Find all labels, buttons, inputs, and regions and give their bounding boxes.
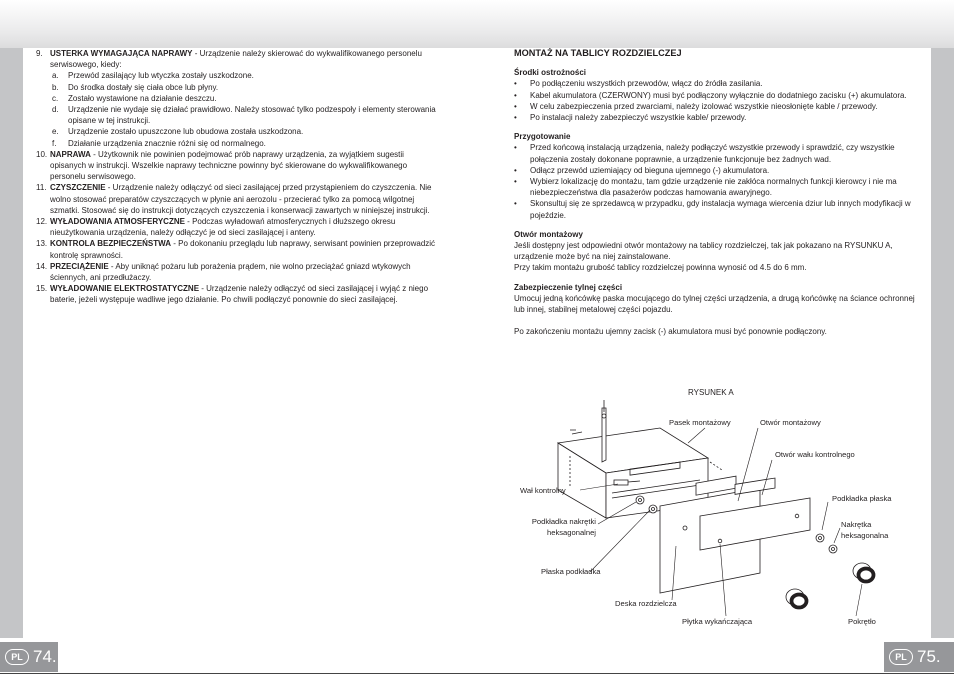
subsection-title: Otwór montażowy	[514, 229, 583, 239]
page-number: 74.	[33, 647, 57, 666]
knob-icon	[786, 589, 808, 609]
knob-icon	[853, 563, 875, 583]
list-item: 13. KONTROLA BEZPIECZEŃSTWA - Po dokonaniu przeglądu lub naprawy, serwisant powinien przeprowadzić kontrolę sprawności.	[36, 239, 436, 260]
list-item: 15. WYŁADOWANIE ELEKTROSTATYCZNE - Urządzenie należy odłączyć od sieci zasilającej i wyjąć z niego baterie, jeżeli występuje wadliwe jego działanie. Po chwili podłączyć ponownie do sieci zasilającej.	[36, 284, 429, 305]
flat-washer-right	[816, 534, 824, 542]
page-badge-right	[884, 642, 954, 672]
subsection-title: Środki ostrożności	[514, 68, 587, 78]
section-title: MONTAŻ NA TABLICY ROZDZIELCZEJ	[514, 48, 682, 58]
list-item: 11. CZYSZCZENIE - Urządzenie należy odłączyć od sieci zasilającej przed przystąpieniem do czyszczenia. Nie wolno stosować preparatów czyszczących w płynie ani aerozolu - przecierać tylko za pomocą wilgotnej szmatki. Stosować się do instrukcji dotyczących czyszczenia i konserwacji zawartych w niniejszej instrukcji.	[36, 183, 432, 215]
right-margin-bar	[931, 48, 954, 638]
paragraph: Po zakończeniu montażu ujemny zacisk (-) akumulatora musi być ponownie podłączony.	[514, 327, 827, 337]
label-flat-washer-left: Płaska podkładka	[541, 567, 601, 576]
right-column	[514, 48, 919, 337]
label-flat-washer-right: Podkładka płaska	[832, 494, 892, 503]
language-badge: PL	[889, 649, 913, 665]
footer-rule	[0, 673, 954, 674]
list-item: • Po podłączeniu wszystkich przewodów, włącz do źródła zasilania.	[514, 79, 763, 89]
subsection-title: Przygotowanie	[514, 132, 571, 142]
page-badge-left	[0, 642, 58, 672]
label-hex-nut: Nakrętka heksagonalna	[841, 520, 889, 540]
bullet-list	[514, 78, 919, 123]
header-band	[0, 0, 954, 48]
list-item: • W celu zabezpieczenia przed zwarciami, należy izolować wszystkie nieosłonięte kable / przewody.	[514, 101, 878, 111]
label-control-shaft: Wał kontrolny	[520, 486, 566, 495]
figure-title: RYSUNEK A	[688, 388, 734, 397]
list-item: c. Zostało wystawione na działanie deszczu.	[52, 93, 217, 103]
list-item: • Przed końcową instalacją urządzenia, należy podłączyć wszystkie przewody i sprawdzić, czy wszystkie połączenia zostały dokonane poprawnie, a urządzenie funkcjonuje bez żadnych wad.	[514, 143, 895, 164]
sublist	[36, 70, 438, 148]
list-item: 14. PRZECIĄŻENIE - Aby uniknąć pożaru lub porażenia prądem, nie wolno przeciążać gniazd wtykowych ściennych, ani przedłużaczy.	[36, 261, 411, 283]
label-mounting-hole: Otwór montażowy	[760, 418, 821, 427]
list-item: • Odłącz przewód uziemiający od bieguna ujemnego (-) akumulatora.	[514, 165, 770, 175]
paragraph: Przy takim montażu grubość tablicy rozdzielczej powinna wynosić od 4.5 do 6 mm.	[514, 263, 807, 273]
label-shaft-hole: Otwór wału kontrolnego	[775, 450, 855, 459]
left-margin-bar	[0, 48, 23, 638]
list-item: • Po instalacji należy zabezpieczyć wszystkie kable/ przewody.	[514, 113, 747, 123]
list-item: d. Urządzenie nie wydaje się działać prawidłowo. Należy stosować tylko podzespoły i elementy sterowania opisane w tej instrukcji.	[52, 105, 436, 126]
bullet-list	[514, 142, 919, 220]
hex-nut-right	[829, 545, 837, 553]
label-knob: Pokrętło	[848, 617, 876, 626]
list-item: 10. NAPRAWA - Użytkownik nie powinien podejmować prób naprawy urządzenia, za wyjątkiem sugestii opisanych w instrukcji. Wszelkie naprawy techniczne powinny być skierowane do wykwalifikowanego personelu serwisowego.	[36, 149, 408, 182]
paragraph: Umocuj jedną końcówkę paska mocującego do tylnej części urządzenia, a drugą końcówkę na ściance ochronnej lub innej, stabilnej metalowej części pojazdu.	[514, 293, 915, 315]
list-item: 9. USTERKA WYMAGAJĄCA NAPRAWY - Urządzenie należy skierować do wykwalifikowanego personelu serwisowego, kiedy:	[36, 49, 422, 70]
list-item: 12. WYŁADOWANIA ATMOSFERYCZNE - Podczas wyładowań atmosferycznych i dłuższego okresu nieużytkowania urządzenia, należy odłączyć je od sieci zasilającej i anteny.	[36, 217, 396, 238]
label-dashboard: Deska rozdzielcza	[615, 599, 677, 608]
list-item: • Wybierz lokalizację do montażu, tam gdzie urządzenie nie zakłóca normalnych funkcji kierowcy i nie ma niebezpieczeństwa dla pasażerów podczas hamowania awaryjnego.	[514, 177, 897, 198]
language-badge: PL	[5, 649, 29, 665]
subsection-title: Zabezpieczenie tylnej części	[514, 282, 623, 292]
list-item: • Kabel akumulatora (CZERWONY) musi być podłączony wyłącznie do dodatniego zacisku (+) akumulatora.	[514, 90, 907, 100]
label-trim-plate: Płytka wykańczająca	[682, 617, 753, 626]
paragraph: Jeśli dostępny jest odpowiedni otwór montażowy na tablicy rozdzielczej, tak jak pokazano na RYSUNKU A, urządzenie może być na niej zainstalowane.	[514, 241, 893, 262]
label-hex-washer: Podkładka nakrętki heksagonalnej	[531, 517, 596, 537]
label-mounting-strap: Pasek montażowy	[669, 418, 731, 427]
list-item: b. Do środka dostały się ciała obce lub płyny.	[52, 82, 219, 92]
left-column	[36, 48, 438, 306]
list-item: f. Działanie urządzenia znacznie różni się od normalnego.	[52, 138, 266, 148]
list-item: • Skonsultuj się ze sprzedawcą w przypadku, gdy instalacja wymaga wiercenia dziur lub innych modyfikacji w pojeździe.	[514, 199, 911, 220]
page-number: 75.	[917, 647, 941, 666]
list-item: a. Przewód zasilający lub wtyczka zostały uszkodzone.	[52, 71, 254, 81]
list-item: e. Urządzenie zostało upuszczone lub obudowa została uszkodzona.	[52, 127, 304, 137]
